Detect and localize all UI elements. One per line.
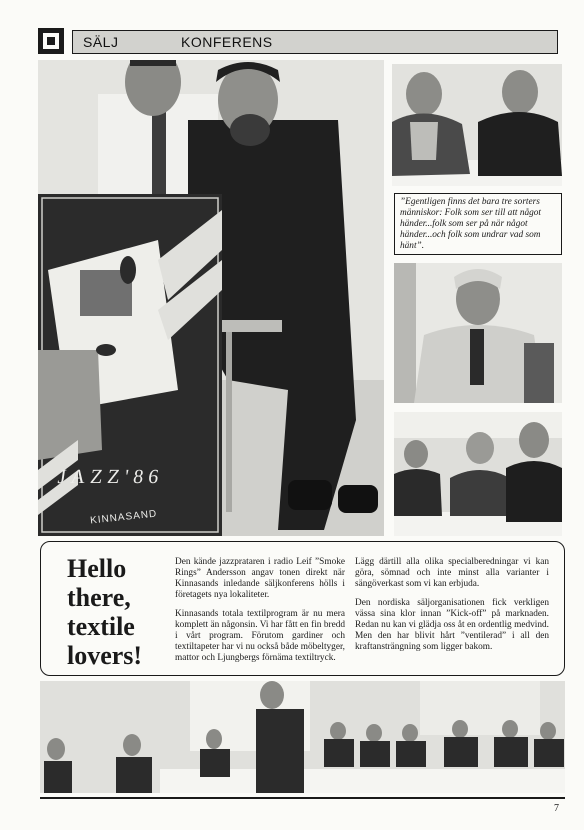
section-header (72, 30, 558, 54)
article-paragraph: Lägg därtill alla olika specialberedningar vi kan göra, sömnad och inte minst alla varianter i sängöverkast som vi kan erbjuda. (355, 557, 549, 589)
pull-quote: ”Egentligen finns det bara tre sorters människor: Folk som ser till att något händer...folk som ser på när något händer...och folk som undrar vad som hänt”. (394, 193, 562, 255)
photo-man-portrait (394, 263, 562, 403)
article-paragraph: Den nordiska säljorganisationen fick verkligen vässa sina klor innan ”Kick-off” på marknaden. Redan nu kan vi glädja oss åt en ordentlig medvind. Men den har blivit hårt ”ventilerad” i all den kraftansträngning som ligger bakom. (355, 598, 549, 652)
poster-title: JAZZ'86 (56, 466, 165, 488)
main-photo (38, 60, 384, 536)
section-label-right: KONFERENS (181, 34, 273, 50)
photo-conference-room (40, 681, 565, 793)
page-number: 7 (554, 803, 559, 814)
photo-two-men (392, 64, 562, 186)
poster-brand: KINNASAND (89, 508, 158, 527)
section-label-left: SÄLJ (83, 34, 119, 50)
article-column-1 (175, 557, 345, 672)
photo-three-people (394, 412, 562, 536)
article-paragraph: Den kände jazzprataren i radio Leif ”Smoke Rings” Andersson angav tonen direkt när Kinnasands inledande säljkonferens hölls i företagets nya lokaliteter. (175, 557, 345, 600)
article-box (40, 541, 565, 676)
magazine-logo-icon (38, 28, 64, 54)
article-column-2 (355, 557, 549, 661)
footer-rule (40, 797, 565, 799)
article-paragraph: Kinnasands totala textilprogram är nu mera komplett än någonsin. Vi har fått en fin bredd i vårt program. Förutom gardiner och textiltapeter har vi nu också både möbeltyger, mattor och Ljungbergs förnäma textiltryck. (175, 609, 345, 663)
article-headline: Hello there, textile lovers! (67, 554, 143, 670)
